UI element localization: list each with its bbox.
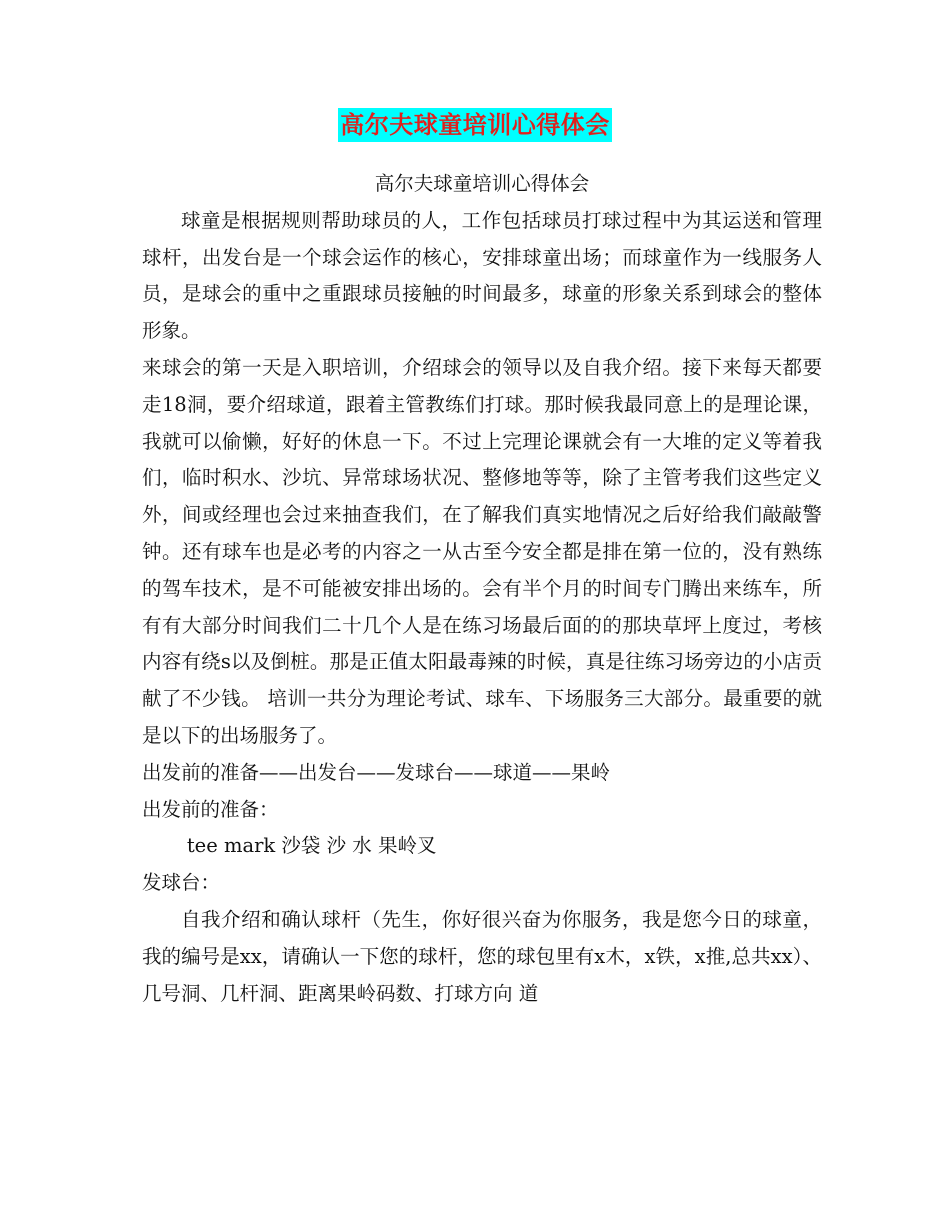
prep-items: tee mark 沙袋 沙 水 果岭叉 xyxy=(186,834,437,858)
paragraph-flow: 出发前的准备——出发台——发球台——球道——果岭 xyxy=(142,760,611,784)
tee-heading: 发球台： xyxy=(142,871,221,895)
document-body xyxy=(142,166,822,1012)
document-subtitle: 高尔夫球童培训心得体会 xyxy=(374,172,590,195)
paragraph-intro: 球童是根据规则帮助球员的人，工作包括球员打球过程中为其运送和管理球杆，出发台是一个球会运作的核心，安排球童出场；而球童作为一线服务人员，是球会的重中之重跟球员接触的时间最多，球童的形象关系到球会的整体形象。 xyxy=(142,208,822,343)
paragraph-tee: 自我介绍和确认球杆（先生，你好很兴奋为你服务，我是您今日的球童，我的编号是xx，请确认一下您的球杆，您的球包里有x木，x铁，x推,总共xx）、几号洞、几杆洞、距离果岭码数、打球方向 道 xyxy=(142,907,822,1005)
paragraph-experience: 来球会的第一天是入职培训，介绍球会的领导以及自我介绍。接下来每天都要走18洞，要介绍球道，跟着主管教练们打球。那时候我最同意上的是理论课，我就可以偷懒，好好的休息一下。不过上完理论课就会有一大堆的定义等着我们，临时积水、沙坑、异常球场状况、整修地等等，除了主管考我们这些定义外，间或经理也会过来抽查我们，在了解我们真实地情况之后好给我们敲敲警钟。还有球车也是必考的内容之一从古至今安全都是排在第一位的，没有熟练的驾车技术，是不可能被安排出场的。会有半个月的时间专门腾出来练车，所有有大部分时间我们二十几个人是在练习场最后面的的那块草坪上度过，考核内容有绕s以及倒桩。那是正值太阳最毒辣的时候，真是往练习场旁边的小店贡献了不少钱。 培训一共分为理论考试、球车、下场服务三大部分。最重要的就是以下的出场服务了。 xyxy=(142,355,822,747)
prep-heading: 出发前的准备： xyxy=(142,797,279,821)
title-container xyxy=(0,108,950,142)
document-heading: 高尔夫球童培训心得体会 xyxy=(338,108,612,142)
